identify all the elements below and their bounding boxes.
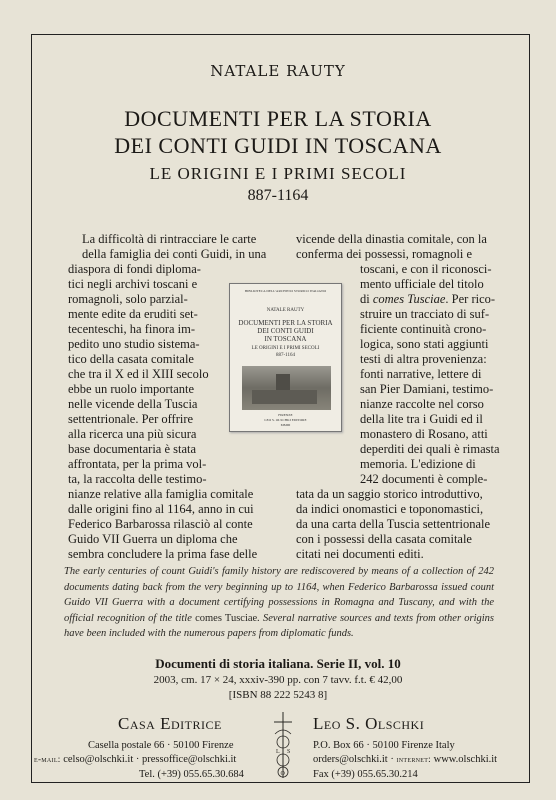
body-text-line: memoria. L'edizione di [360, 457, 476, 471]
publisher-fax: Fax (+39) 055.65.30.214 [313, 769, 418, 780]
cover-title-3: IN TOSCANA [264, 335, 307, 343]
body-text-line: mento ufficiale del titolo [360, 277, 484, 291]
body-text-line: 242 documenti è comple- [360, 472, 488, 486]
body-text-line: di comes Tusciae. Per rico- [360, 292, 496, 306]
book-subtitle: LE ORIGINI E I PRIMI SECOLI [149, 164, 407, 183]
email-label: e-mail: [34, 754, 61, 764]
body-text-line: nelle vicende della Tuscia [68, 397, 198, 411]
body-text-line: affrontata, per la prima vol- [68, 457, 207, 471]
body-text-line: con i possessi della casata comitale [296, 532, 472, 546]
publisher-name-right: Leo S. Olschki [313, 714, 425, 733]
body-text-line: ficiente continuità crono- [360, 322, 487, 336]
body-text-line: che tra il X ed il XIII secolo [68, 367, 209, 381]
cover-subtitle: LE ORIGINI E I PRIMI SECOLI [251, 346, 320, 351]
publisher-address: Casella postale 66 · 50100 Firenze [88, 740, 234, 751]
body-text-line: da indici onomastici e toponomastici, [296, 502, 484, 516]
cover-photo [242, 366, 331, 410]
body-text-line: toscani, e con il riconosci- [360, 262, 492, 276]
cover-title-1: DOCUMENTI PER LA STORIA [238, 319, 333, 327]
body-text-line: settentrionale. Per offrire [68, 412, 194, 426]
body-text-line: nianze raccolte nel corso [360, 397, 484, 411]
publisher-name-left: Casa Editrice [118, 714, 222, 733]
body-text-line: Federico Barbarossa rilasciò al conte [68, 517, 253, 531]
body-text-line: logica, sono stati aggiunti [360, 337, 489, 351]
logo-letter-o: O [280, 771, 285, 777]
body-text-line: dalle origini fino al 1164, anno in cui [68, 502, 254, 516]
body-text-line: sembra concludere la prima fase delle [68, 547, 258, 561]
body-text-line: nianze relative alla famiglia comitale [68, 487, 254, 501]
book-title-line-1: DOCUMENTI PER LA STORIA [124, 106, 432, 131]
book-title-line-2: DEI CONTI GUIDI IN TOSCANA [114, 133, 442, 158]
orders-email[interactable]: orders@olschki.it [313, 754, 388, 765]
cover-publisher-1: FIRENZE [278, 413, 293, 417]
body-text-line: mente edite da eruditi set- [68, 307, 198, 321]
body-text-line: tata da un saggio storico introduttivo, [296, 487, 483, 501]
body-text-line: pedito uno studio sistema- [68, 337, 200, 351]
publisher-phone: Tel. (+39) 055.65.30.684 [139, 769, 244, 780]
body-text-line: struire un tracciato di suf- [360, 307, 490, 321]
publisher-contact-line: orders@olschki.it · internet: www.olschki.it [313, 754, 498, 765]
logo-letter-s: S [287, 749, 291, 755]
publisher-email-line [34, 754, 236, 765]
body-text-line: della famiglia dei conti Guidi, in una [82, 247, 267, 261]
isbn: [ISBN 88 222 5243 8] [228, 689, 328, 701]
publisher-logo-icon [270, 712, 296, 778]
publisher-po-box: P.O. Box 66 · 50100 Firenze Italy [313, 740, 455, 751]
body-text-line: base documentaria è stata [68, 442, 197, 456]
internet-label: internet: [396, 754, 431, 764]
website-link[interactable]: www.olschki.it [433, 754, 498, 765]
body-text-line: diaspora di fondi diploma- [68, 262, 201, 276]
body-text-line: fonti narrative, lettere di [360, 367, 482, 381]
body-text-line: La difficoltà di rintracciare le carte [82, 232, 257, 246]
body-text-line: tici negli archivi toscani e [68, 277, 198, 291]
logo-letter-l: L [276, 749, 280, 755]
body-text-line: alla ricerca una più sicura [68, 427, 197, 441]
publisher-email[interactable]: celso@olschki.it · pressoffice@olschki.it [63, 754, 237, 765]
body-text-line: tecenteschi, ha finora im- [68, 322, 196, 336]
body-text-line: testi di altra provenienza: [360, 352, 487, 366]
body-text-line: san Pier Damiani, testimo- [360, 382, 494, 396]
cover-years: 887-1164 [276, 353, 295, 358]
cover-header: BIBLIOTECA DELL'ARCHIVIO STORICO ITALIANO [244, 289, 327, 293]
body-text-line: ta, la raccolta delle testimo- [68, 472, 207, 486]
body-text-line: deperditi dei quali è rimasta [360, 442, 500, 456]
body-text-line: da una carta della Tuscia settentrionale [296, 517, 491, 531]
body-text-line: conferma dei possessi, romagnoli e [296, 247, 472, 261]
body-text-line: romagnoli, solo parzial- [68, 292, 188, 306]
body-text-line: Guido VII Guerra un diploma che [68, 532, 238, 546]
body-text-line: vicende della dinastia comitale, con la [296, 232, 487, 246]
book-cover-image [229, 283, 342, 432]
body-text-line: monastero di Rosano, atti [360, 427, 488, 441]
series-info: Documenti di storia italiana. Serie II, vol. 10 [155, 656, 401, 671]
author-name: NATALE RAUTY [210, 62, 346, 80]
cover-author: NATALE RAUTY [266, 308, 305, 313]
publication-details: 2003, cm. 17 × 24, xxxiv-390 pp. con 7 tavv. f.t. € 42,00 [153, 674, 403, 686]
body-text-line: della lite tra i Guidi ed il [360, 412, 483, 426]
body-text-line: ebbe un ruolo importante [68, 382, 195, 396]
english-summary: The early centuries of count Guidi's family history are rediscovered by means of a collection of 242 documents dating back from the very beginning up to 1164, when Federico Barbarossa issued count Guido VII Guerra with a document certifying possessions in Romagna and Tuscany, and with the official recognition of the title comes Tusciae. Several narrative sources and texts from other origins have been included with the numerous papers from diplomatic funds. [64, 566, 494, 639]
book-years: 887-1164 [247, 187, 309, 204]
body-text-line: tico della casata comitale [68, 352, 194, 366]
cover-publisher-3: MMIII [280, 423, 291, 427]
body-text-line: citati nei documenti editi. [296, 547, 424, 561]
cover-publisher-2: LEO S. OLSCHKI EDITORE [264, 418, 307, 422]
cover-title-2: DEI CONTI GUIDI [257, 327, 314, 335]
